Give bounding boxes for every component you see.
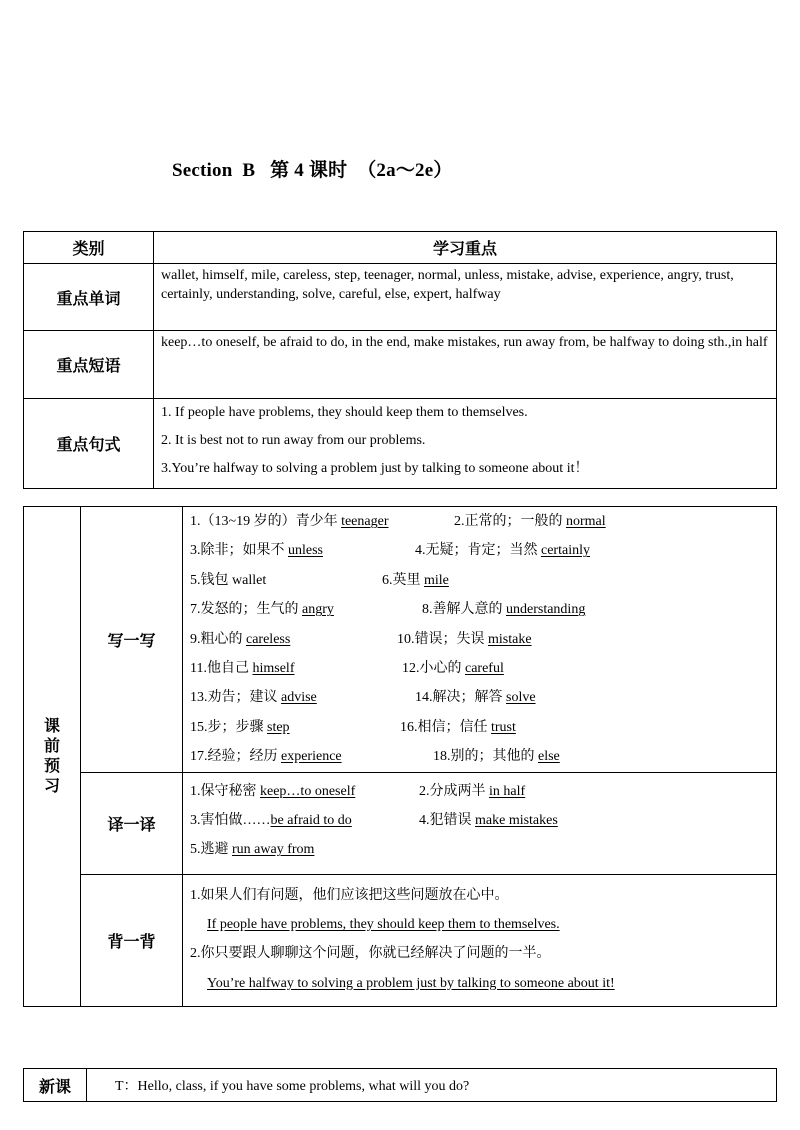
prompt: 6.英里 <box>382 572 424 588</box>
prompt: 4.犯错误 <box>419 812 475 828</box>
new-lesson-text: T：Hello, class, if you have some problems, what will you do? <box>87 1069 777 1102</box>
prompt: 3.除非；如果不 <box>190 543 288 559</box>
header-category: 类别 <box>24 232 154 264</box>
recite-label: 背一背 <box>81 874 183 1006</box>
recite-cn: 1.如果人们有问题，他们应该把这些问题放在心中。 <box>190 887 509 903</box>
prompt: 2.正常的；一般的 <box>454 514 566 529</box>
prompt: 18.别的；其他的 <box>433 749 538 765</box>
prompt: 10.错误；失误 <box>397 631 488 647</box>
prompt: 7.发怒的；生气的 <box>190 602 302 618</box>
new-lesson-table <box>23 1068 777 1102</box>
key-sentence: 2. It is best not to run away from our problems. <box>161 433 426 448</box>
answer: careless <box>246 631 291 647</box>
prompt: 2.分成两半 <box>419 783 489 799</box>
translate-exercises <box>183 772 777 874</box>
answer: understanding <box>506 602 586 618</box>
prompt: 12.小心的 <box>402 660 465 676</box>
answer: else <box>538 749 560 765</box>
prompt: 5.逃避 <box>190 842 232 858</box>
answer: in half <box>489 783 526 799</box>
prompt: 16.相信；信任 <box>400 719 491 735</box>
answer: solve <box>506 690 536 706</box>
answer: experience <box>281 749 342 765</box>
prompt: 1.（13~19 岁的）青少年 <box>190 514 342 529</box>
answer: step <box>267 719 290 735</box>
prompt: 3.害怕做…… <box>190 812 271 828</box>
prompt: 1.保守秘密 <box>190 783 260 799</box>
prompt: 13.劝告；建议 <box>190 690 281 706</box>
write-exercises <box>183 507 777 773</box>
header-focus: 学习重点 <box>154 232 777 264</box>
preview-table <box>23 506 777 1007</box>
key-sentences-content <box>154 399 777 489</box>
preview-label: 课前预习 <box>24 507 81 1007</box>
answer: run away from <box>232 842 315 858</box>
category-key-phrases: 重点短语 <box>24 331 154 399</box>
prompt: 8.善解人意的 <box>422 602 506 618</box>
recite-cn: 2.你只要跟人聊聊这个问题，你就已经解决了问题的一半。 <box>190 946 551 962</box>
key-sentence: 1. If people have problems, they should keep them to themselves. <box>161 405 528 420</box>
key-words-content: wallet, himself, mile, careless, step, teenager, normal, unless, mistake, advise, experience, angry, trust, certainly, understanding, solve, careful, else, expert, halfway <box>154 264 777 331</box>
answer: keep…to oneself <box>260 783 356 799</box>
translate-label: 译一译 <box>81 772 183 874</box>
answer: be afraid to do <box>270 812 352 828</box>
page-title: Section B 第 4 课时 （2a～2e） <box>172 160 453 181</box>
answer: careful <box>465 660 504 676</box>
answer: angry <box>302 602 334 618</box>
prompt: 15.步；步骤 <box>190 719 267 735</box>
answer: normal <box>566 514 606 529</box>
prompt: 4.无疑；肯定；当然 <box>415 543 541 559</box>
answer: mistake <box>488 631 532 647</box>
category-key-words: 重点单词 <box>24 264 154 331</box>
new-lesson-label: 新课 <box>24 1069 87 1102</box>
answer: unless <box>288 543 323 559</box>
answer: teenager <box>341 514 389 529</box>
recite-en: You’re halfway to solving a problem just by talking to someone about it! <box>207 975 615 991</box>
answer: trust <box>491 719 516 735</box>
key-sentence: 3.You’re halfway to solving a problem just by talking to someone about it！ <box>161 461 589 476</box>
prompt: 17.经验；经历 <box>190 749 281 765</box>
prompt: 9.粗心的 <box>190 631 246 647</box>
category-key-sentences: 重点句式 <box>24 399 154 489</box>
answer: wallet <box>232 572 267 588</box>
key-phrases-content: keep…to oneself, be afraid to do, in the end, make mistakes, run away from, be halfway to doing sth.,in half <box>154 331 777 399</box>
answer: himself <box>252 660 295 676</box>
answer: advise <box>281 690 317 706</box>
answer: make mistakes <box>475 812 558 828</box>
write-label: 写一写 <box>81 507 183 773</box>
recite-en: If people have problems, they should keep them to themselves. <box>207 916 560 932</box>
answer: certainly <box>541 543 590 559</box>
prompt: 11.他自己 <box>190 660 253 676</box>
answer: mile <box>424 572 449 588</box>
prompt: 5.钱包 <box>190 572 232 588</box>
prompt: 14.解决；解答 <box>415 690 506 706</box>
key-points-table <box>23 231 777 489</box>
recite-exercises <box>183 874 777 1006</box>
